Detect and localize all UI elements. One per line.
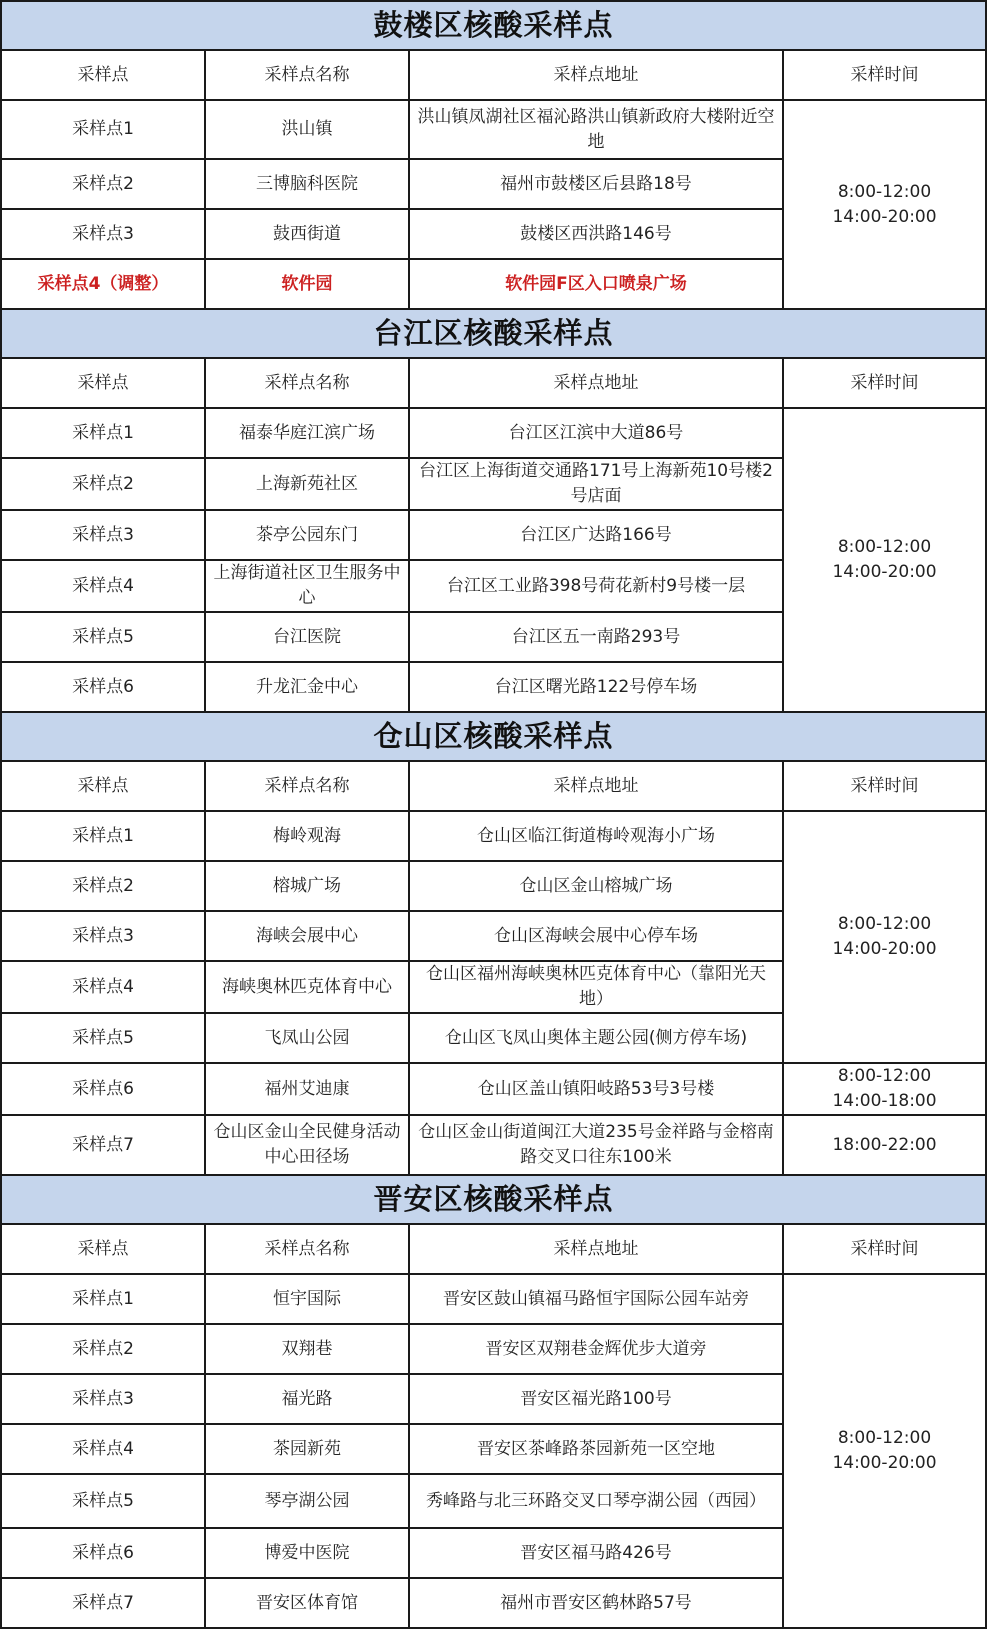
col-header-point: 采样点 — [1, 50, 205, 100]
table-row — [1, 811, 986, 861]
table-row — [1, 1115, 986, 1175]
address-cell: 台江区工业路398号荷花新村9号楼一层 — [409, 560, 783, 612]
name-cell: 博爱中医院 — [205, 1528, 409, 1578]
col-header-point: 采样点 — [1, 358, 205, 408]
name-cell: 福泰华庭江滨广场 — [205, 408, 409, 458]
point-cell: 采样点5 — [1, 612, 205, 662]
address-cell: 晋安区福马路426号 — [409, 1528, 783, 1578]
time-cell: 18:00-22:00 — [783, 1115, 986, 1175]
table-row — [1, 100, 986, 159]
name-cell: 海峡奥林匹克体育中心 — [205, 961, 409, 1013]
point-cell: 采样点2 — [1, 861, 205, 911]
address-cell: 洪山镇凤湖社区福沁路洪山镇新政府大楼附近空地 — [409, 100, 783, 159]
point-cell: 采样点2 — [1, 1324, 205, 1374]
point-cell: 采样点6 — [1, 1063, 205, 1115]
point-cell: 采样点5 — [1, 1474, 205, 1528]
address-cell: 仓山区金山街道闽江大道235号金祥路与金榕南路交叉口往东100米 — [409, 1115, 783, 1175]
col-header-time: 采样时间 — [783, 358, 986, 408]
name-cell: 上海新苑社区 — [205, 458, 409, 510]
district-title-gulou: 鼓楼区核酸采样点 — [1, 1, 986, 50]
col-header-address: 采样点地址 — [409, 761, 783, 811]
time-morning: 8:00-12:00 — [837, 1428, 932, 1448]
point-cell: 采样点1 — [1, 811, 205, 861]
point-cell: 采样点5 — [1, 1013, 205, 1063]
district-title-taijiang: 台江区核酸采样点 — [1, 309, 986, 358]
address-cell: 仓山区金山榕城广场 — [409, 861, 783, 911]
name-cell: 福州艾迪康 — [205, 1063, 409, 1115]
address-cell: 晋安区茶峰路茶园新苑一区空地 — [409, 1424, 783, 1474]
column-header-row — [1, 358, 986, 408]
address-cell: 台江区江滨中大道86号 — [409, 408, 783, 458]
address-cell: 仓山区临江街道梅岭观海小广场 — [409, 811, 783, 861]
col-header-address: 采样点地址 — [409, 358, 783, 408]
time-cell — [783, 1274, 986, 1628]
point-cell: 采样点4 — [1, 961, 205, 1013]
point-cell: 采样点6 — [1, 662, 205, 712]
name-cell: 榕城广场 — [205, 861, 409, 911]
point-cell: 采样点6 — [1, 1528, 205, 1578]
col-header-address: 采样点地址 — [409, 50, 783, 100]
time-cell — [783, 100, 986, 309]
name-cell: 福光路 — [205, 1374, 409, 1424]
name-cell: 恒宇国际 — [205, 1274, 409, 1324]
name-cell-adjusted: 软件园 — [205, 259, 409, 309]
time-afternoon: 14:00-20:00 — [832, 206, 937, 227]
address-cell: 晋安区福光路100号 — [409, 1374, 783, 1424]
address-cell: 晋安区鼓山镇福马路恒宇国际公园车站旁 — [409, 1274, 783, 1324]
address-cell: 台江区曙光路122号停车场 — [409, 662, 783, 712]
address-cell: 晋安区双翔巷金辉优步大道旁 — [409, 1324, 783, 1374]
address-cell: 台江区广达路166号 — [409, 510, 783, 560]
column-header-row — [1, 1224, 986, 1274]
col-header-name: 采样点名称 — [205, 50, 409, 100]
address-cell: 仓山区盖山镇阳岐路53号3号楼 — [409, 1063, 783, 1115]
address-cell: 福州市鼓楼区后县路18号 — [409, 159, 783, 209]
address-cell: 福州市晋安区鹤林路57号 — [409, 1578, 783, 1628]
point-cell: 采样点7 — [1, 1578, 205, 1628]
time-morning: 8:00-12:00 — [837, 537, 932, 557]
time-afternoon: 14:00-20:00 — [832, 1453, 937, 1473]
time-cell — [783, 408, 986, 712]
name-cell: 洪山镇 — [205, 100, 409, 159]
time-afternoon: 14:00-20:00 — [832, 562, 937, 582]
name-cell: 茶亭公园东门 — [205, 510, 409, 560]
col-header-name: 采样点名称 — [205, 761, 409, 811]
name-cell: 海峡会展中心 — [205, 911, 409, 961]
col-header-name: 采样点名称 — [205, 358, 409, 408]
address-cell: 秀峰路与北三环路交叉口琴亭湖公园（西园） — [409, 1474, 783, 1528]
time-cell — [783, 811, 986, 1063]
col-header-name: 采样点名称 — [205, 1224, 409, 1274]
name-cell: 梅岭观海 — [205, 811, 409, 861]
time-cell — [783, 1063, 986, 1115]
point-cell: 采样点2 — [1, 159, 205, 209]
address-cell: 台江区五一南路293号 — [409, 612, 783, 662]
table-row — [1, 1063, 986, 1115]
point-cell: 采样点4 — [1, 560, 205, 612]
name-cell: 茶园新苑 — [205, 1424, 409, 1474]
name-cell: 上海街道社区卫生服务中心 — [205, 560, 409, 612]
address-cell: 鼓楼区西洪路146号 — [409, 209, 783, 259]
point-cell-adjusted: 采样点4（调整） — [1, 259, 205, 309]
name-cell: 飞凤山公园 — [205, 1013, 409, 1063]
address-cell: 仓山区海峡会展中心停车场 — [409, 911, 783, 961]
time-morning: 8:00-12:00 — [837, 1066, 932, 1086]
point-cell: 采样点3 — [1, 209, 205, 259]
time-afternoon: 14:00-18:00 — [832, 1091, 937, 1111]
name-cell: 三博脑科医院 — [205, 159, 409, 209]
column-header-row — [1, 50, 986, 100]
name-cell: 双翔巷 — [205, 1324, 409, 1374]
name-cell: 仓山区金山全民健身活动中心田径场 — [205, 1115, 409, 1175]
time-afternoon: 14:00-20:00 — [832, 939, 937, 959]
address-cell-adjusted: 软件园F区入口喷泉广场 — [409, 259, 783, 309]
point-cell: 采样点3 — [1, 911, 205, 961]
point-cell: 采样点1 — [1, 1274, 205, 1324]
name-cell: 琴亭湖公园 — [205, 1474, 409, 1528]
point-cell: 采样点3 — [1, 510, 205, 560]
col-header-time: 采样时间 — [783, 50, 986, 100]
col-header-time: 采样时间 — [783, 1224, 986, 1274]
col-header-time: 采样时间 — [783, 761, 986, 811]
name-cell: 台江医院 — [205, 612, 409, 662]
col-header-point: 采样点 — [1, 1224, 205, 1274]
time-morning: 8:00-12:00 — [837, 181, 932, 202]
point-cell: 采样点1 — [1, 408, 205, 458]
point-cell: 采样点3 — [1, 1374, 205, 1424]
table-row — [1, 408, 986, 458]
point-cell: 采样点2 — [1, 458, 205, 510]
column-header-row — [1, 761, 986, 811]
name-cell: 鼓西街道 — [205, 209, 409, 259]
point-cell: 采样点1 — [1, 100, 205, 159]
address-cell: 仓山区福州海峡奥林匹克体育中心（靠阳光天地） — [409, 961, 783, 1013]
address-cell: 台江区上海街道交通路171号上海新苑10号楼2号店面 — [409, 458, 783, 510]
district-title-cangshan: 仓山区核酸采样点 — [1, 712, 986, 761]
name-cell: 晋安区体育馆 — [205, 1578, 409, 1628]
point-cell: 采样点4 — [1, 1424, 205, 1474]
point-cell: 采样点7 — [1, 1115, 205, 1175]
name-cell: 升龙汇金中心 — [205, 662, 409, 712]
col-header-address: 采样点地址 — [409, 1224, 783, 1274]
table-row — [1, 1274, 986, 1324]
district-title-jinan: 晋安区核酸采样点 — [1, 1175, 986, 1224]
col-header-point: 采样点 — [1, 761, 205, 811]
time-morning: 8:00-12:00 — [837, 914, 932, 934]
address-cell: 仓山区飞凤山奥体主题公园(侧方停车场) — [409, 1013, 783, 1063]
